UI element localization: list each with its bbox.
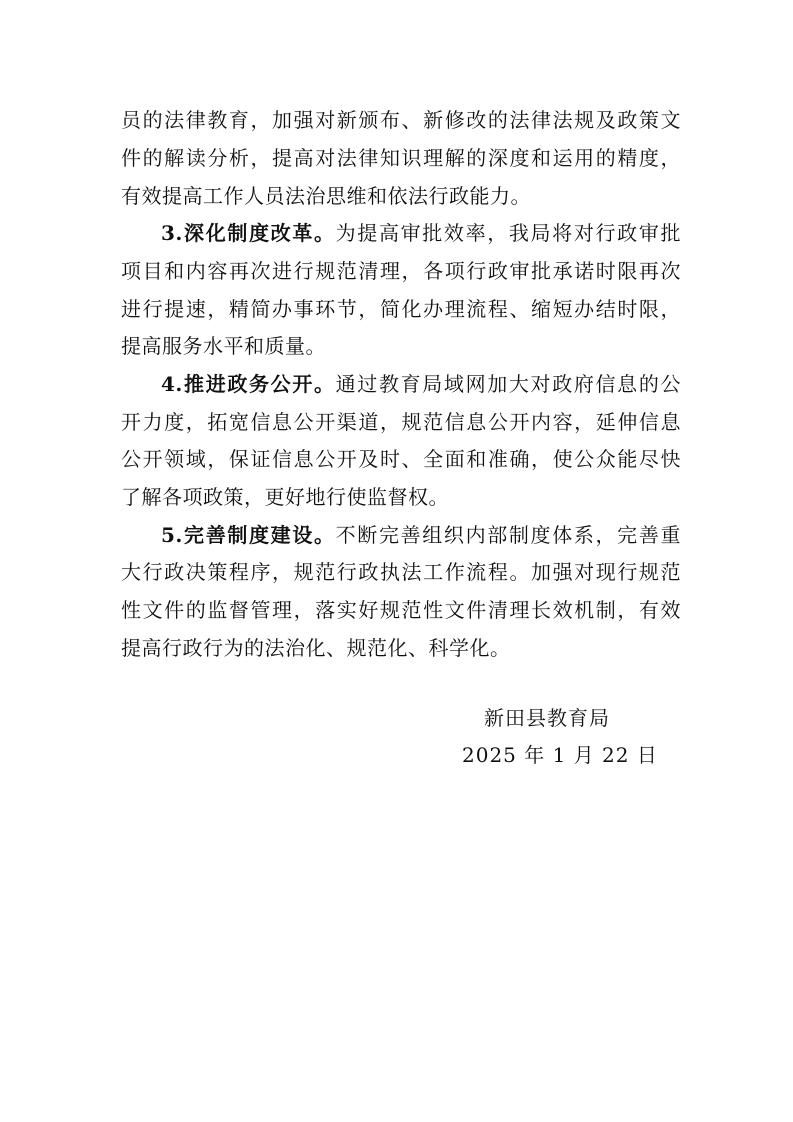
item5-heading: 5.完善制度建设。 [161,523,336,547]
item4-line-3: 公开领域，保证信息公开及时、全面和准确，使公众能尽快 [121,447,681,471]
item3-line-2: 项目和内容再次进行规范清理，各项行政审批承诺时限再次 [121,259,681,283]
para-continued-line-1: 员的法律教育，加强对新颁布、新修改的法律法规及政策文 [121,108,681,132]
item5-line-4: 提高行政行为的法治化、规范化、科学化。 [121,636,511,660]
item4-first-line-text: 通过教育局域网加大对政府信息的公 [335,372,681,396]
para-continued-line-3: 有效提高工作人员法治思维和依法行政能力。 [121,184,531,208]
item4-line-4: 了解各项政策，更好地行使监督权。 [121,485,449,509]
item3-line-4: 提高服务水平和质量。 [121,334,326,358]
item5-first-line-text: 不断完善组织内部制度体系，完善重 [335,523,681,547]
item4-first-line [161,366,681,402]
item4-line-2: 开力度，拓宽信息公开渠道，规范信息公开内容，延伸信息 [121,410,681,434]
item3-heading: 3.深化制度改革。 [161,221,336,245]
item5-line-3: 性文件的监督管理，落实好规范性文件清理长效机制，有效 [121,598,681,622]
signature-date: 2025 年 1 月 22 日 [462,743,658,767]
item3-first-line [161,215,681,251]
item5-first-line [161,517,681,553]
para-continued-line-2: 件的解读分析，提高对法律知识理解的深度和运用的精度， [121,146,681,170]
item3-first-line-text: 为提高审批效率，我局将对行政审批 [335,221,681,245]
item3-line-3: 进行提速，精简办事环节，简化办理流程、缩短办结时限， [121,297,681,321]
item4-heading: 4.推进政务公开。 [161,372,336,396]
item5-line-2: 大行政决策程序，规范行政执法工作流程。加强对现行规范 [121,560,681,584]
signature-organization: 新田县教育局 [484,706,610,730]
